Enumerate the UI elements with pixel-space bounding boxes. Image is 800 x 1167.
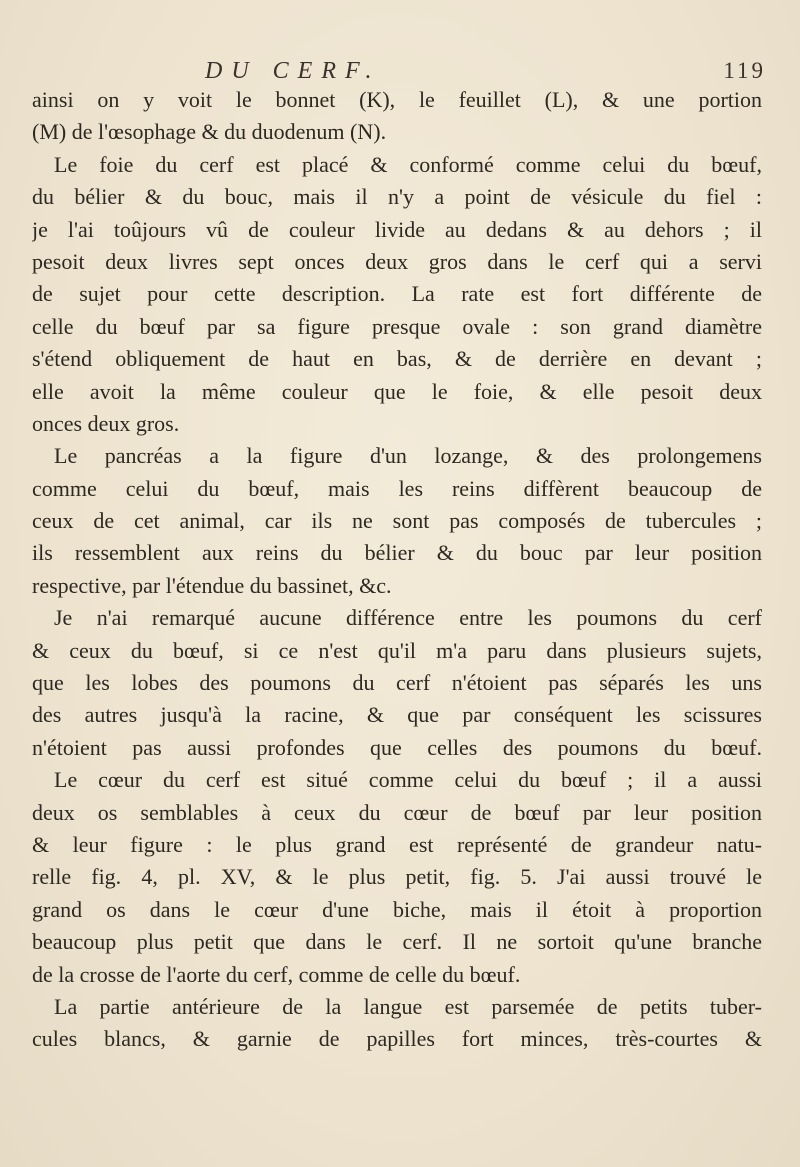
text-line: respective, par l'étendue du bassinet, &c.	[32, 572, 392, 598]
text-line: du bélier & du bouc, mais il n'y a point de vésicule du fiel :	[32, 184, 762, 210]
text-line: celle du bœuf par sa figure presque ovale : son grand diamètre	[32, 313, 762, 339]
body-text	[32, 84, 762, 1056]
text-line: de sujet pour cette description. La rate est fort différente de	[32, 281, 762, 307]
text-line: s'étend obliquement de haut en bas, & de derrière en devant ;	[32, 346, 762, 372]
text-line: n'étoient pas aussi profondes que celles des poumons du bœuf.	[32, 734, 762, 760]
text-line: elle avoit la même couleur que le foie, & elle pesoit deux	[32, 378, 762, 404]
text-line: grand os dans le cœur d'une biche, mais il étoit à proportion	[32, 896, 762, 922]
text-line: onces deux gros.	[32, 410, 180, 436]
running-head: DU CERF.	[205, 58, 381, 84]
text-line: deux os semblables à ceux du cœur de bœuf par leur position	[32, 799, 762, 825]
paragraph-start-line: Le foie du cerf est placé & conformé comme celui du bœuf,	[54, 151, 762, 177]
paragraph-start-line: La partie antérieure de la langue est parsemée de petits tuber-	[54, 993, 762, 1019]
text-line: ceux de cet animal, car ils ne sont pas composés de tubercules ;	[32, 508, 762, 534]
text-line: je l'ai toûjours vû de couleur livide au dedans & au dehors ; il	[32, 216, 762, 242]
text-line: ainsi on y voit le bonnet (K), le feuillet (L), & une portion	[32, 87, 762, 112]
paragraph-start-line: Je n'ai remarqué aucune différence entre les poumons du cerf	[54, 605, 762, 631]
text-line: beaucoup plus petit que dans le cerf. Il ne sortoit qu'une branche	[32, 929, 762, 955]
text-line: ils ressemblent aux reins du bélier & du bouc par leur position	[32, 540, 762, 566]
paragraph-start-line: Le cœur du cerf est situé comme celui du bœuf ; il a aussi	[54, 767, 762, 793]
text-line: (M) de l'œsophage & du duodenum (N).	[32, 119, 387, 145]
text-line: comme celui du bœuf, mais les reins diffèrent beaucoup de	[32, 475, 762, 501]
paragraph-start-line: Le pancréas a la figure d'un lozange, & des prolongemens	[54, 443, 762, 469]
text-line: des autres jusqu'à la racine, & que par conséquent les scissures	[32, 702, 762, 728]
text-line: de la crosse de l'aorte du cerf, comme de celle du bœuf.	[32, 961, 521, 987]
text-line: relle fig. 4, pl. XV, & le plus petit, fig. 5. J'ai aussi trouvé le	[32, 864, 762, 890]
text-line: & leur figure : le plus grand est représenté de grandeur natu-	[32, 831, 762, 857]
page-number: 119	[723, 58, 766, 83]
text-line: pesoit deux livres sept onces deux gros dans le cerf qui a servi	[32, 248, 762, 274]
text-line: cules blancs, & garnie de papilles fort minces, très-courtes &	[32, 1026, 762, 1052]
text-line: & ceux du bœuf, si ce n'est qu'il m'a paru dans plusieurs sujets,	[32, 637, 762, 663]
text-line: que les lobes des poumons du cerf n'étoient pas séparés les uns	[32, 670, 762, 696]
